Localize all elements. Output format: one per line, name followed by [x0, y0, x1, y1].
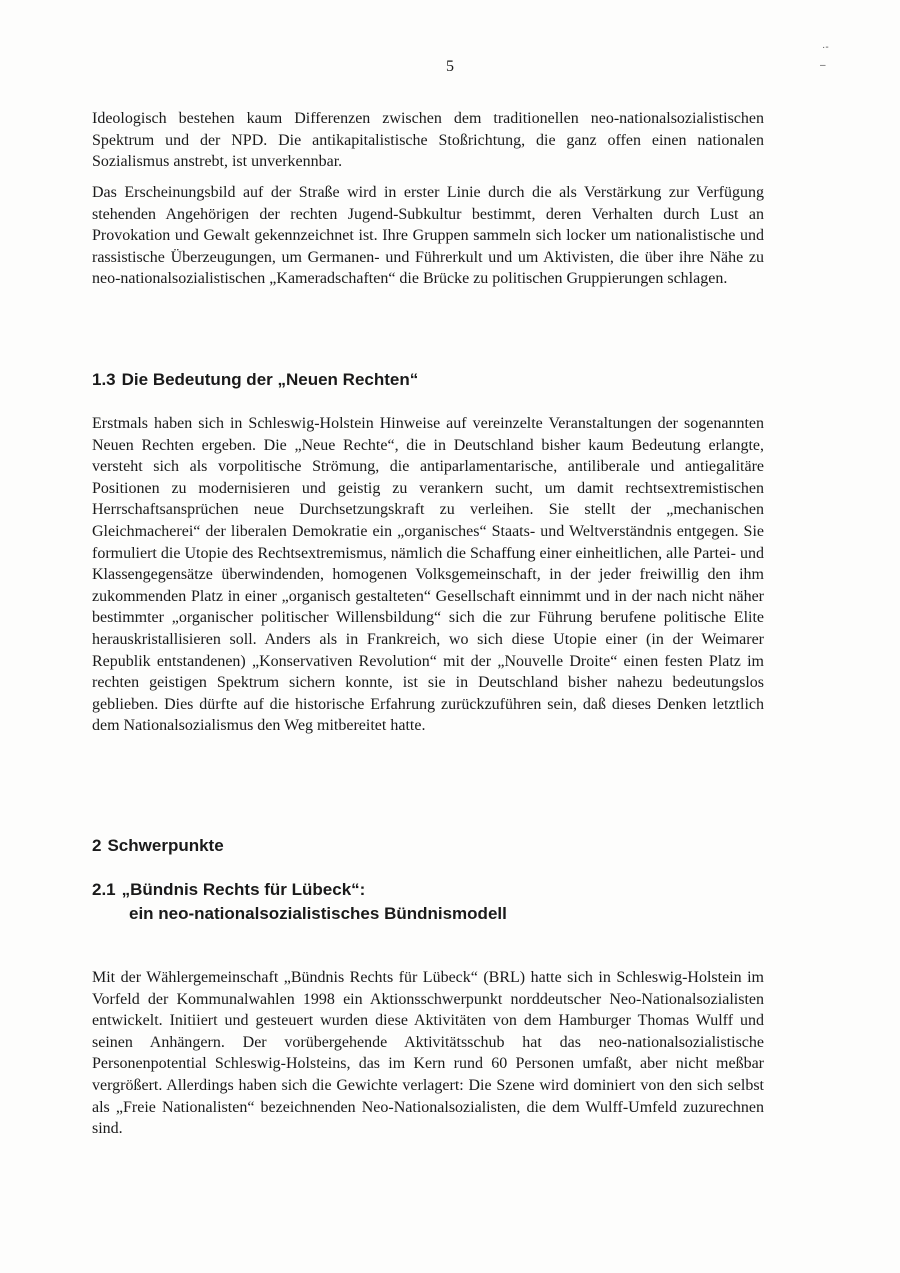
- section-heading-2: [92, 834, 792, 858]
- paragraph-ideology: Ideologisch bestehen kaum Differenzen zwischen dem traditionellen neo-nationalsozialistischen Spektrum und der NPD. Die antikapitalistische Stoßrichtung, die ganz offen einen nationalen Sozialismus anstrebt, ist unverkennbar.: [92, 110, 764, 171]
- section-heading-2-1: [92, 878, 792, 926]
- section-title-line1: „Bündnis Rechts für Lübeck“:: [121, 880, 366, 899]
- section-number: 2.1: [92, 880, 116, 899]
- section-number: 1.3: [92, 370, 116, 389]
- page-number: 5: [446, 58, 454, 75]
- scan-speck: ·-: [822, 42, 829, 53]
- section-title-line2: ein neo-nationalsozialistisches Bündnismodell: [129, 904, 507, 923]
- paragraph-brl: Mit der Wählergemeinschaft „Bündnis Rechts für Lübeck“ (BRL) hatte sich in Schleswig-Holstein im Vorfeld der Kommunalwahlen 1998 ein Aktionsschwerpunkt norddeutscher Neo-Nationalsozialisten entwickelt. Initiiert und gesteuert wurden diese Aktivitäten von dem Hamburger Thomas Wulff und seinen Anhängern. Der vorübergehende Aktivitätsschub hat das neo-nationalsozialistische Personenpotential Schleswig-Holsteins, das im Kern rund 60 Personen umfaßt, aber nicht meßbar vergrößert. Allerdings haben sich die Gewichte verlagert: Die Szene wird dominiert von den sich selbst als „Freie Nationalisten“ bezeichnenden Neo-Nationalsozialisten, die dem Wulff-Umfeld zuzurechnen sind.: [92, 969, 764, 1138]
- section-number: 2: [92, 836, 102, 855]
- section-title: Die Bedeutung der „Neuen Rechten“: [121, 370, 419, 389]
- section-heading-1-3: [92, 368, 792, 392]
- section-title: Schwerpunkte: [107, 836, 224, 855]
- paragraph-neue-rechte: Erstmals haben sich in Schleswig-Holstein Hinweise auf vereinzelte Veranstaltungen der sogenannten Neuen Rechten ergeben. Die „Neue Rechte“, die in Deutschland bisher kaum Bedeutung erlangte, versteht sich als vorpolitische Strömung, die antiparlamentarische, antiliberale und antiegalitäre Positionen zu modernisieren und geistig zu verankern sucht, um damit rechtsextremistischen Herrschaftsansprüchen neue Durchsetzungskraft zu verleihen. Sie stellt der „mechanischen Gleichmacherei“ der liberalen Demokratie ein „organisches“ Staats- und Weltverständnis entgegen. Sie formuliert die Utopie des Rechtsextremismus, nämlich die Schaffung einer einheitlichen, alle Partei- und Klassengegensätze überwindenden, homogenen Volksgemeinschaft, in der jeder freiwillig den ihm zukommenden Platz in einer „organisch gestalteten“ Gesellschaft einnimmt und in der nach nicht näher bestimmter „organischer politischer Willensbildung“ sich die zur Führung berufene politische Elite herauskristallisieren soll. Anders als in Frankreich, wo sich diese Utopie einer (in der Weimarer Republik entstandenen) „Konservativen Revolution“ mit der „Nouvelle Droite“ einen festen Platz im rechten geistigen Spektrum sichern konnte, ist sie in Deutschland bisher nahezu bedeutungslos geblieben. Dies dürfte auf die historische Erfahrung zurückzuführen sein, daß dieses Denken letztlich dem Nationalsozialismus den Weg mitbereitet hatte.: [92, 415, 764, 735]
- paragraph-street-appearance: Das Erscheinungsbild auf der Straße wird in erster Linie durch die als Verstärkung zur Verfügung stehenden Angehörigen der rechten Jugend-Subkultur bestimmt, deren Verhalten durch Lust an Provokation und Gewalt gekennzeichnet ist. Ihre Gruppen sammeln sich locker um nationalistische und rassistische Überzeugungen, um Germanen- und Führerkult und um Aktivisten, die über ihre Nähe zu neo-nationalsozialistischen „Kameradschaften“ die Brücke zu politischen Gruppierungen schlagen.: [92, 184, 764, 288]
- scan-speck: –: [820, 60, 826, 71]
